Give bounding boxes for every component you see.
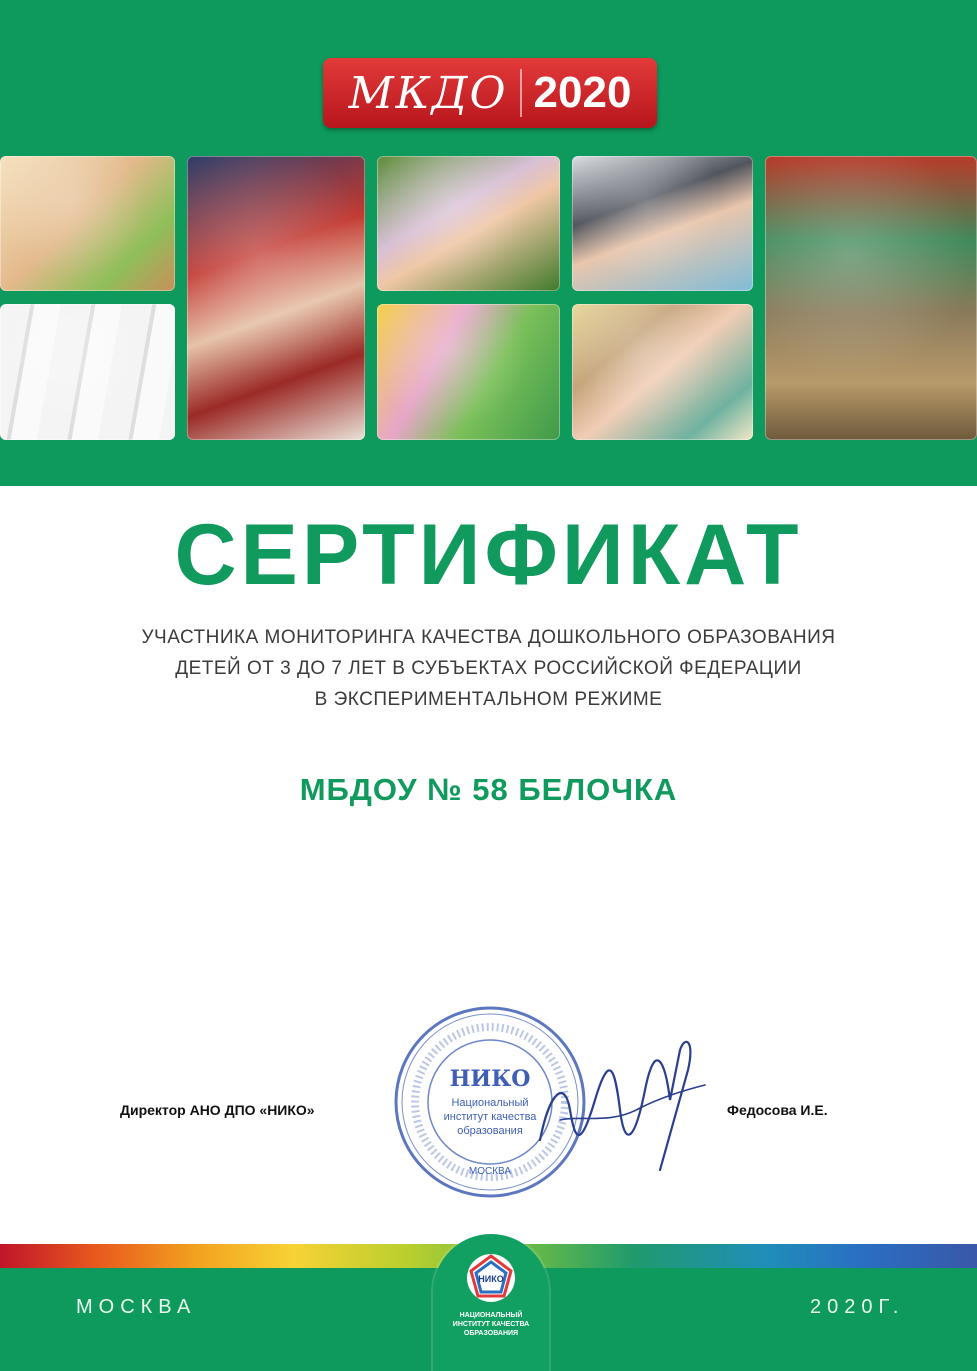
logo-separator — [520, 69, 522, 117]
footer-year: 2020Г. — [810, 1296, 905, 1318]
emblem-line: НАЦИОНАЛЬНЫЙ — [459, 1312, 523, 1319]
photo-children-walking — [765, 156, 977, 440]
seal-abbr: НИКО — [449, 1066, 531, 1092]
photo-documents — [0, 304, 175, 440]
subtitle-line: УЧАСТНИКА МОНИТОРИНГА КАЧЕСТВА ДОШКОЛЬНОГО ОБРАЗОВАНИЯ — [141, 627, 836, 648]
photo-girl-outdoors — [377, 156, 560, 291]
header-banner — [0, 0, 977, 486]
seal-city: МОСКВА — [468, 1166, 512, 1177]
seal-line: институт качества — [443, 1111, 537, 1123]
logo-year: 2020 — [533, 68, 632, 117]
signer-name: Федосова И.Е. — [727, 1102, 828, 1118]
emblem-caption — [433, 1311, 549, 1338]
subtitle-line: ДЕТЕЙ ОТ 3 ДО 7 ЛЕТ В СУБЪЕКТАХ РОССИЙСКОЙ ФЕДЕРАЦИИ — [175, 658, 802, 679]
certificate-title: СЕРТИФИКАТ — [174, 507, 803, 603]
certificate-subtitle — [0, 622, 977, 715]
director-label: Директор АНО ДПО «НИКО» — [120, 1102, 315, 1118]
emblem-abbr: НИКО — [478, 1274, 504, 1284]
emblem-line: ОБРАЗОВАНИЯ — [463, 1330, 519, 1337]
subtitle-line: В ЭКСПЕРИМЕНТАЛЬНОМ РЕЖИМЕ — [314, 689, 663, 710]
photo-child-with-blocks — [0, 156, 175, 291]
photo-teacher-with-child — [572, 156, 753, 291]
photo-girl-with-rainbow — [377, 304, 560, 440]
recipient-name: МБДОУ № 58 БЕЛОЧКА — [299, 772, 678, 807]
handwritten-signature — [520, 1030, 720, 1180]
seal-line: Национальный — [451, 1097, 529, 1109]
emblem-line: ИНСТИТУТ КАЧЕСТВА — [452, 1321, 530, 1328]
mkdo-logo — [323, 58, 657, 128]
logo-word: МКДО — [348, 67, 508, 119]
niko-ring-icon — [464, 1251, 518, 1305]
photo-teacher-with-girls — [572, 304, 753, 440]
footer-city: МОСКВА — [76, 1296, 197, 1318]
photo-children-circle — [187, 156, 365, 440]
niko-emblem — [433, 1234, 549, 1371]
seal-line: образования — [457, 1125, 523, 1137]
